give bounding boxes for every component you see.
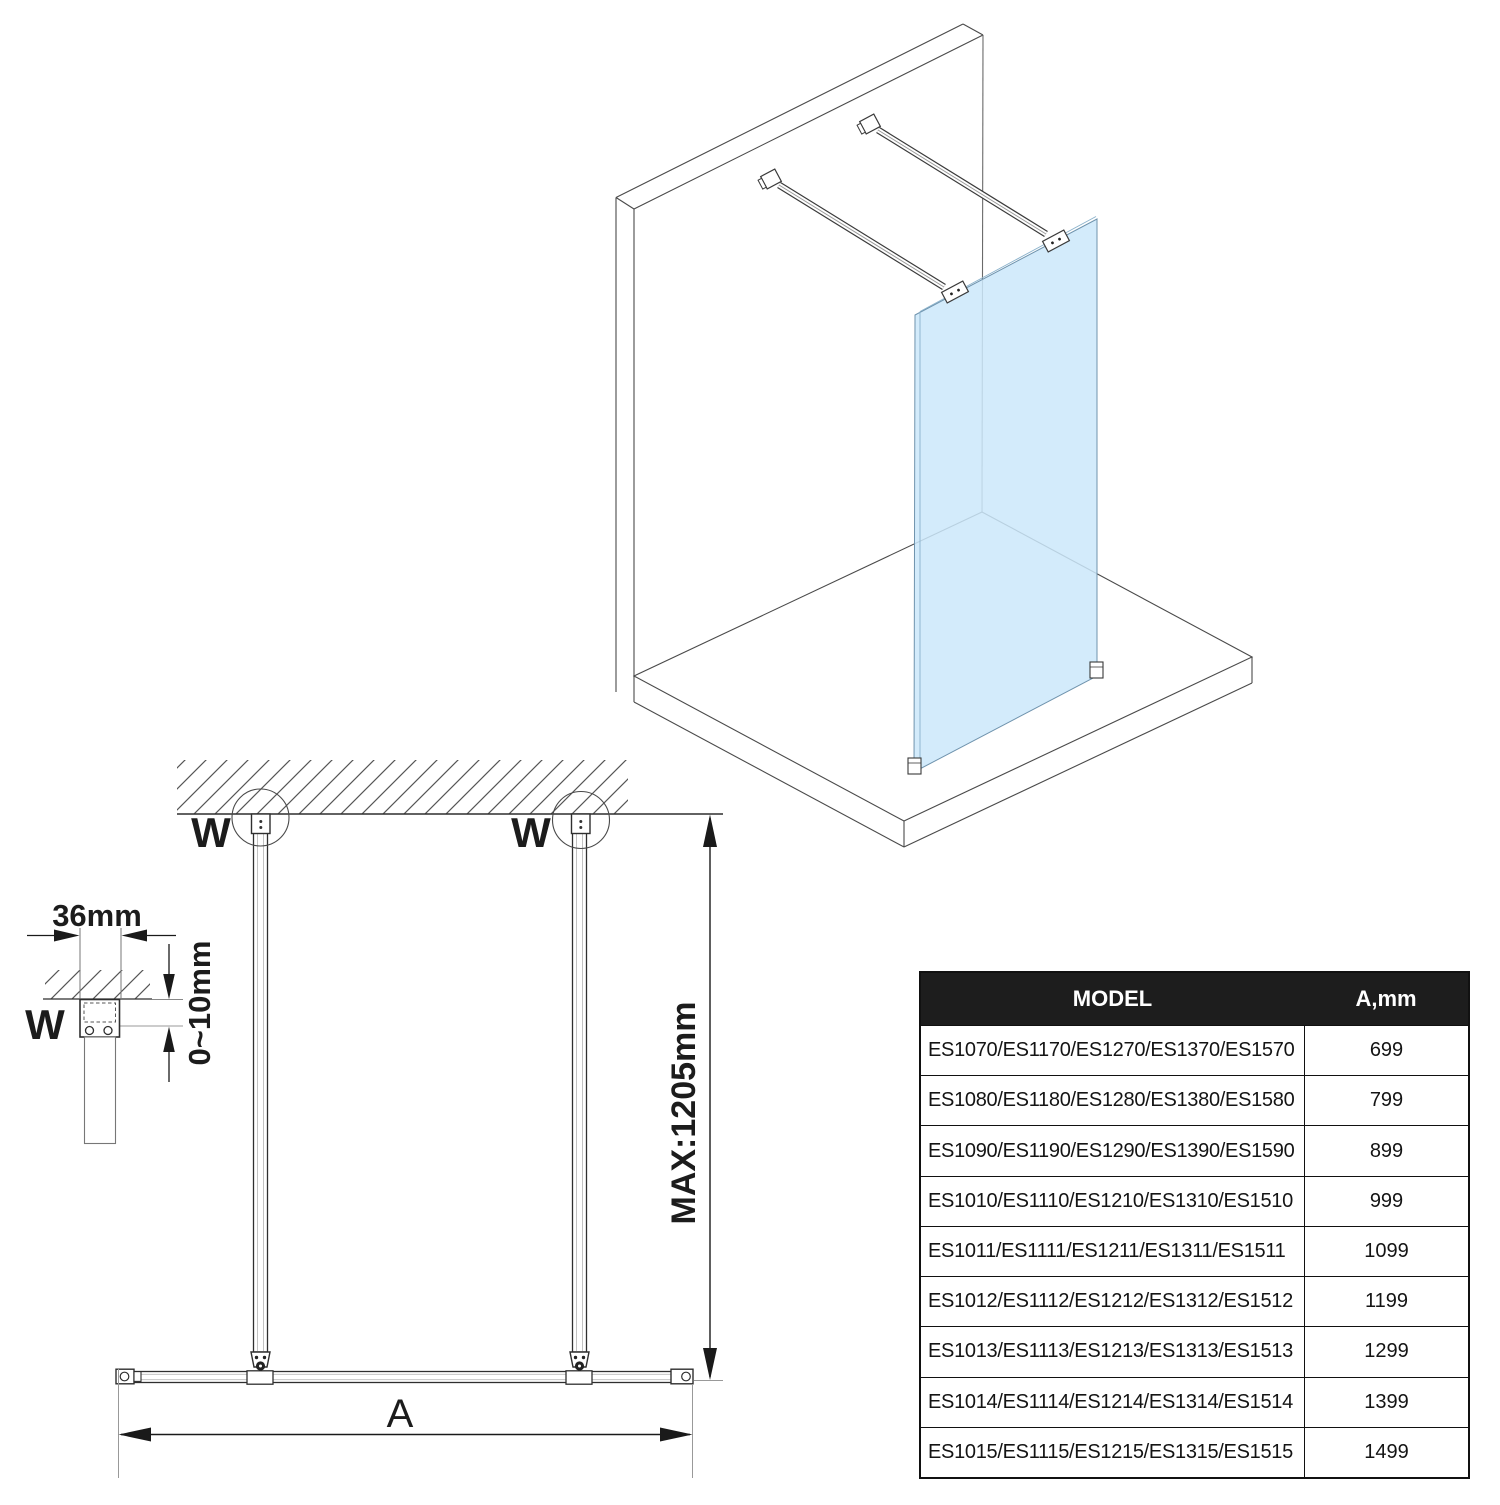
model-cell: ES1012/ES1112/ES1212/ES1312/ES1512 [928,1290,1293,1313]
w-label-right: W [511,809,551,856]
table-row [921,1276,1468,1326]
table-row [921,1176,1468,1226]
model-cell: ES1080/ES1180/ES1280/ES1380/ES1580 [928,1089,1295,1112]
model-table [919,971,1470,1479]
model-cell: ES1090/ES1190/ES1290/ES1390/ES1590 [928,1139,1295,1162]
a-cell: 1299 [1304,1327,1468,1376]
w-label-left: W [191,809,231,856]
bar-sleeve-right [566,1371,592,1384]
table-row [921,1377,1468,1427]
detail-view [25,898,217,1144]
isometric-view [616,24,1252,847]
table-row [921,1075,1468,1125]
post-clamp-right [570,1352,589,1371]
a-cell: 799 [1304,1076,1468,1125]
a-cell: 1199 [1304,1277,1468,1326]
ceiling-bracket-right [572,814,591,834]
bar-width-label: 36mm [52,898,142,933]
adjustment-dimension [163,941,217,1082]
model-cell: ES1015/ES1115/ES1215/ES1315/ES1515 [928,1440,1293,1463]
adjustment-label: 0~10mm [182,940,217,1066]
max-height-label: MAX:1205mm [665,1001,703,1225]
max-height-dimension [665,815,723,1381]
a-cell: 899 [1304,1126,1468,1175]
support-bar-near [757,169,968,303]
detail-bracket [80,1000,120,1038]
width-dim-label: A [386,1392,414,1436]
a-cell: 699 [1304,1026,1468,1075]
a-cell: 999 [1304,1177,1468,1226]
model-column-header: MODEL [1072,986,1153,1011]
detail-ceiling-hatch [45,970,150,999]
model-table-header [921,973,1468,1025]
post-clamp-left [251,1352,270,1371]
table-row [921,1226,1468,1276]
bar-end-cap-left [116,1369,141,1384]
glass-panel [914,217,1097,773]
ceiling-hatch [177,760,628,814]
width-dimension [119,1368,693,1478]
support-post-right [573,833,587,1352]
a-cell: 1499 [1304,1428,1468,1477]
table-row [921,1025,1468,1075]
glass-foot-left [908,758,921,774]
a-cell: 1099 [1304,1227,1468,1276]
front-view [116,760,723,1478]
model-cell: ES1013/ES1113/ES1213/ES1313/ES1513 [928,1340,1293,1363]
glass-foot-right [1090,662,1103,678]
bar-sleeve-left [247,1371,273,1384]
detail-w-label: W [25,1001,65,1048]
support-post-left [254,833,268,1352]
model-cell: ES1011/ES1111/ES1211/ES1311/ES1511 [928,1239,1286,1262]
detail-post [85,1037,116,1144]
bottom-bar [116,1352,693,1384]
model-cell: ES1070/ES1170/ES1270/ES1370/ES1570 [928,1039,1295,1062]
table-row [921,1427,1468,1477]
bar-end-cap-right [671,1369,693,1384]
a-column-header: A,mm [1355,986,1417,1011]
a-cell: 1399 [1304,1378,1468,1427]
model-cell: ES1010/ES1110/ES1210/ES1310/ES1510 [928,1189,1293,1212]
table-row [921,1125,1468,1175]
table-row [921,1326,1468,1376]
ceiling-bracket-left [252,814,271,834]
support-bar-far [856,114,1069,252]
model-cell: ES1014/ES1114/ES1214/ES1314/ES1514 [928,1390,1293,1413]
